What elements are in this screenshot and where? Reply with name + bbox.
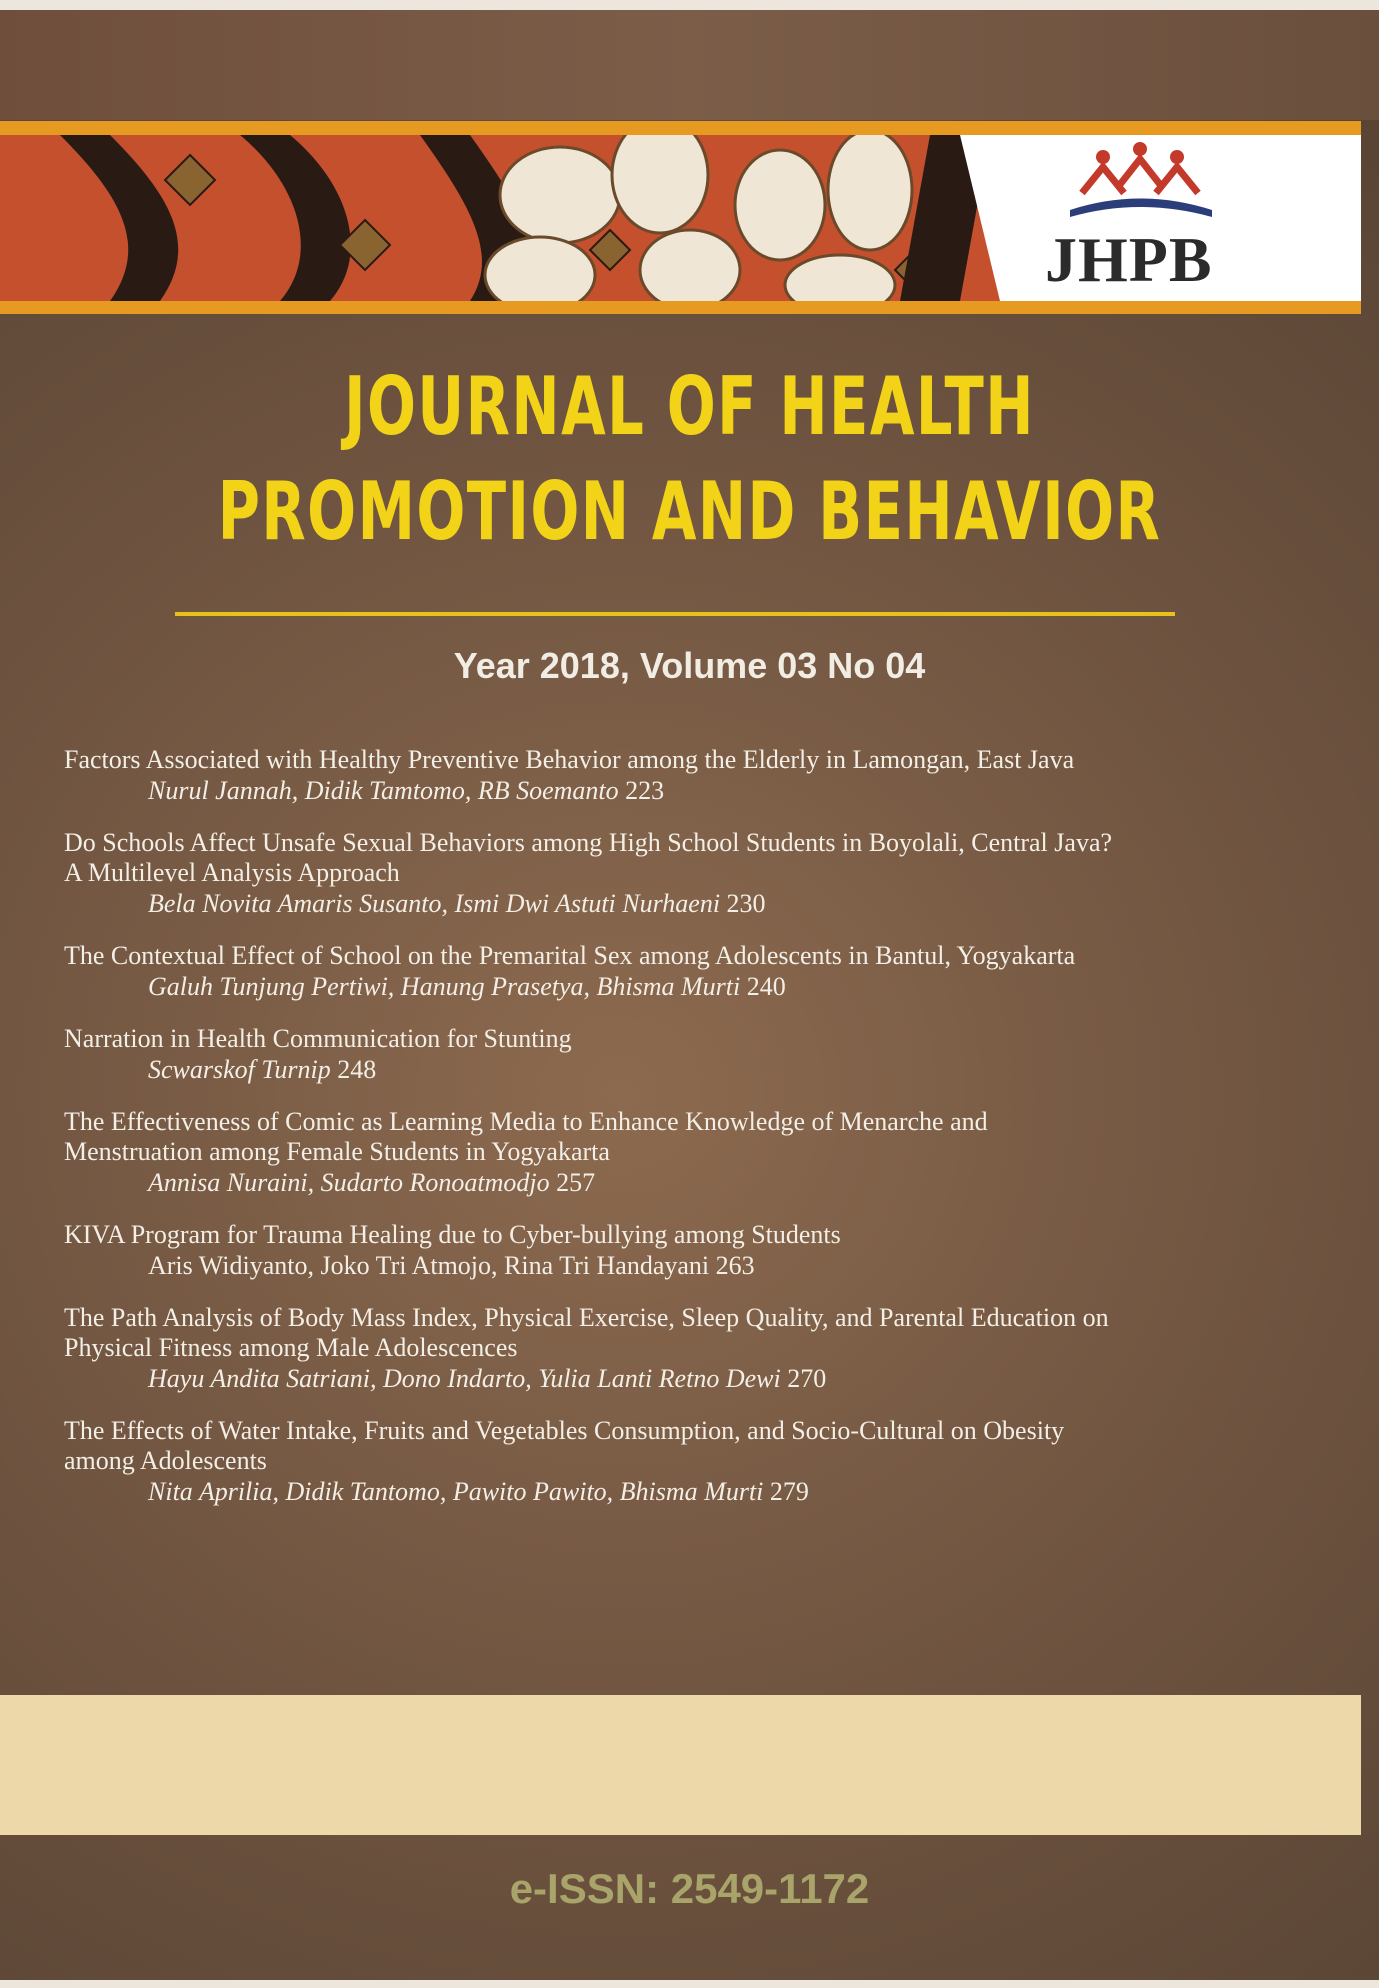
author-names: Bela Novita Amaris Susanto, Ismi Dwi Astuti Nurhaeni xyxy=(148,889,721,918)
page-number: 248 xyxy=(337,1055,377,1084)
page-number: 257 xyxy=(556,1168,596,1197)
journal-logo-text: JHPB xyxy=(1045,224,1213,295)
article-title: Physical Fitness among Male Adolescences xyxy=(64,1333,518,1362)
article-title: A Multilevel Analysis Approach xyxy=(64,858,400,887)
article-entry xyxy=(64,1107,1304,1198)
bottom-panel xyxy=(0,1695,1361,1835)
article-authors xyxy=(64,1363,1304,1394)
article-entry xyxy=(64,745,1304,806)
article-title: KIVA Program for Trauma Healing due to Cyber-bullying among Students xyxy=(64,1220,841,1249)
article-entry xyxy=(64,1220,1304,1281)
article-title: among Adolescents xyxy=(64,1446,267,1475)
page-number: 223 xyxy=(625,776,665,805)
banner-border-top xyxy=(0,121,1361,135)
article-authors xyxy=(64,775,1304,806)
article-entry xyxy=(64,828,1304,919)
author-names: Annisa Nuraini, Sudarto Ronoatmodjo xyxy=(148,1168,550,1197)
page-number: 263 xyxy=(715,1251,755,1280)
issn-label: e-ISSN: 2549-1172 xyxy=(509,1865,870,1912)
page-number: 270 xyxy=(787,1364,827,1393)
journal-title-line1: JOURNAL OF HEALTH xyxy=(344,360,1035,453)
article-authors xyxy=(64,971,1304,1002)
page-number: 240 xyxy=(746,972,786,1001)
author-names: Scwarskof Turnip xyxy=(148,1055,331,1084)
table-of-contents xyxy=(64,745,1304,1529)
article-title: The Path Analysis of Body Mass Index, Physical Exercise, Sleep Quality, and Parental Education on xyxy=(64,1303,1109,1332)
title-divider xyxy=(175,612,1175,616)
article-title: Menstruation among Female Students in Yogyakarta xyxy=(64,1137,610,1166)
page-number: 279 xyxy=(769,1477,809,1506)
author-names: Nita Aprilia, Didik Tantomo, Pawito Pawito, Bhisma Murti xyxy=(148,1477,764,1506)
article-entry xyxy=(64,1024,1304,1085)
author-names: Galuh Tunjung Pertiwi, Hanung Prasetya, Bhisma Murti xyxy=(148,972,741,1001)
author-names: Nurul Jannah, Didik Tamtomo, RB Soemanto xyxy=(148,776,619,805)
article-authors xyxy=(64,888,1304,919)
batik-banner xyxy=(0,135,1361,301)
journal-title-line2: PROMOTION AND BEHAVIOR xyxy=(217,465,1162,558)
article-title: Do Schools Affect Unsafe Sexual Behaviors among High School Students in Boyolali, Central Java? xyxy=(64,828,1113,857)
page-number: 230 xyxy=(726,889,766,918)
article-authors xyxy=(64,1054,1304,1085)
article-title: The Effectiveness of Comic as Learning Media to Enhance Knowledge of Menarche and xyxy=(64,1107,988,1136)
article-entry xyxy=(64,1303,1304,1394)
article-title: Factors Associated with Healthy Preventive Behavior among the Elderly in Lamongan, East Java xyxy=(64,745,1075,774)
article-title: Narration in Health Communication for Stunting xyxy=(64,1024,572,1053)
article-authors xyxy=(64,1167,1304,1198)
author-names: Aris Widiyanto, Joko Tri Atmojo, Rina Tri Handayani xyxy=(148,1251,710,1280)
article-authors xyxy=(64,1476,1304,1507)
banner-border-bottom xyxy=(0,301,1361,314)
top-strip xyxy=(0,10,1379,120)
article-entry xyxy=(64,941,1304,1002)
article-entry xyxy=(64,1416,1304,1507)
article-title: The Effects of Water Intake, Fruits and Vegetables Consumption, and Socio-Cultural on Obesity xyxy=(64,1416,1065,1445)
issue-info: Year 2018, Volume 03 No 04 xyxy=(453,645,926,686)
article-authors xyxy=(64,1250,1304,1281)
journal-cover xyxy=(0,10,1379,1980)
author-names: Hayu Andita Satriani, Dono Indarto, Yulia Lanti Retno Dewi xyxy=(148,1364,781,1393)
article-title: The Contextual Effect of School on the Premarital Sex among Adolescents in Bantul, Yogyakarta xyxy=(64,941,1076,970)
